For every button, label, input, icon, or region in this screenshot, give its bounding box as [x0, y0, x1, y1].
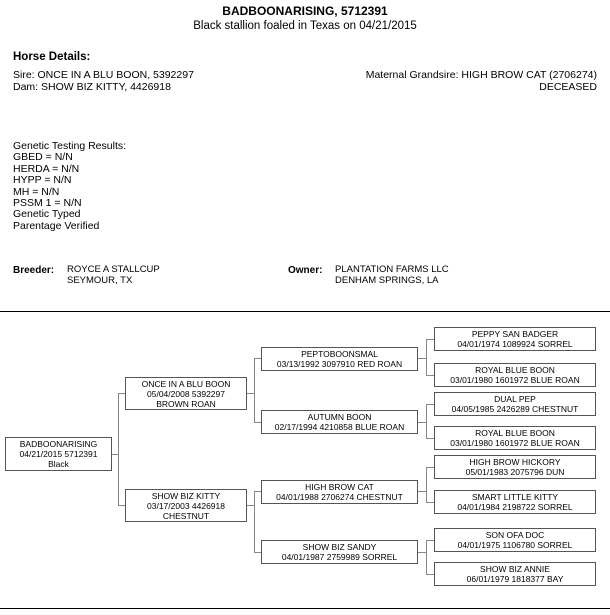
horse-info: 04/01/1987 2759989 SORREL	[281, 552, 398, 562]
horse-name: DUAL PEP	[494, 394, 536, 404]
horse-name: SHOW BIZ KITTY	[151, 491, 221, 501]
horse-info: 03/17/2003 4426918	[147, 501, 225, 511]
horse-name: HIGH BROW HICKORY	[469, 457, 561, 467]
pedigree-sire-sire-sire	[434, 327, 596, 351]
horse-name: ONCE IN A BLU BOON	[141, 379, 231, 389]
horse-info: 06/01/1979 1818377 BAY	[466, 574, 564, 584]
horse-details-heading: Horse Details:	[13, 51, 91, 63]
genetic-line: PSSM 1 = N/N	[13, 197, 82, 210]
pedigree-sire-sire-dam	[434, 363, 596, 387]
horse-info: 04/05/1985 2426289 CHESTNUT	[451, 404, 579, 414]
horse-info: 03/13/1992 3097910 RED ROAN	[276, 359, 403, 369]
horse-name: SON OFA DOC	[485, 530, 545, 540]
horse-name: ROYAL BLUE BOON	[475, 428, 555, 438]
horse-color: BROWN ROAN	[156, 399, 216, 409]
pedigree-sire-dam-dam	[434, 426, 596, 450]
pedigree-dam-sire	[261, 480, 418, 504]
pedigree-dam-sire-sire	[434, 455, 596, 479]
genetic-line: Parentage Verified	[13, 219, 100, 232]
horse-color: CHESTNUT	[162, 511, 210, 521]
horse-info: 05/04/2008 5392297	[147, 389, 225, 399]
maternal-grandsire-line: Maternal Grandsire: HIGH BROW CAT (2706274)	[365, 69, 597, 81]
horse-info: 03/01/1980 1601972 BLUE ROAN	[450, 438, 580, 448]
owner-label: Owner:	[288, 265, 323, 276]
sire-line: Sire: ONCE IN A BLU BOON, 5392297	[13, 69, 194, 81]
genetic-line: HYPP = N/N	[13, 174, 72, 187]
horse-info: 04/01/1974 1089924 SORREL	[457, 339, 573, 349]
dam-line: Dam: SHOW BIZ KITTY, 4426918	[13, 81, 171, 93]
maternal-grandsire-status: DECEASED	[539, 81, 597, 93]
pedigree-dam-dam-sire	[434, 528, 596, 552]
horse-name: AUTUMN BOON	[307, 412, 372, 422]
pedigree-subject	[5, 437, 112, 471]
horse-name: SHOW BIZ SANDY	[302, 542, 377, 552]
genetic-line: HERDA = N/N	[13, 162, 80, 175]
horse-info: 04/01/1988 2706274 CHESTNUT	[276, 492, 403, 502]
horse-name: ROYAL BLUE BOON	[475, 365, 555, 375]
breeder-location: SEYMOUR, TX	[67, 275, 133, 286]
pedigree-sire-dam-sire	[434, 392, 596, 416]
breeder-label: Breeder:	[13, 265, 55, 276]
pedigree-sire-dam	[261, 410, 418, 434]
horse-name: BADBOONARISING	[19, 439, 98, 449]
genetic-results	[13, 141, 126, 232]
page-title: BADBOONARISING, 5712391	[222, 4, 388, 18]
horse-name: HIGH BROW CAT	[305, 482, 374, 492]
genetic-line: MH = N/N	[13, 185, 60, 198]
horse-info: 05/01/1983 2075796 DUN	[465, 467, 565, 477]
horse-info: 04/01/1984 2198722 SORREL	[457, 502, 573, 512]
pedigree-sire	[125, 377, 247, 410]
owner-location: DENHAM SPRINGS, LA	[335, 275, 439, 286]
horse-info: 03/01/1980 1601972 BLUE ROAN	[450, 375, 580, 385]
page-subtitle: Black stallion foaled in Texas on 04/21/2015	[193, 20, 417, 32]
genetic-heading: Genetic Testing Results:	[13, 140, 127, 152]
pedigree-sire-sire	[261, 347, 418, 371]
horse-info: 04/21/2015 5712391	[19, 449, 98, 459]
pedigree-dam-dam-dam	[434, 562, 596, 586]
pedigree-dam-dam	[261, 540, 418, 564]
owner-name: PLANTATION FARMS LLC	[335, 264, 449, 275]
pedigree-dam	[125, 489, 247, 522]
horse-info: 04/01/1975 1106780 SORREL	[457, 540, 573, 550]
horse-name: PEPPY SAN BADGER	[471, 329, 559, 339]
horse-name: SHOW BIZ ANNIE	[480, 564, 550, 574]
horse-name: SMART LITTLE KITTY	[471, 492, 559, 502]
horse-info: 02/17/1994 4210858 BLUE ROAN	[274, 422, 405, 432]
horse-name: PEPTOBOONSMAL	[301, 349, 378, 359]
divider-bottom	[0, 608, 610, 609]
breeder-name: ROYCE A STALLCUP	[67, 264, 160, 275]
divider-top	[0, 311, 610, 312]
genetic-line: GBED = N/N	[13, 151, 73, 164]
horse-color: Black	[48, 459, 69, 469]
genetic-line: Genetic Typed	[13, 208, 81, 221]
pedigree-dam-sire-dam	[434, 490, 596, 514]
